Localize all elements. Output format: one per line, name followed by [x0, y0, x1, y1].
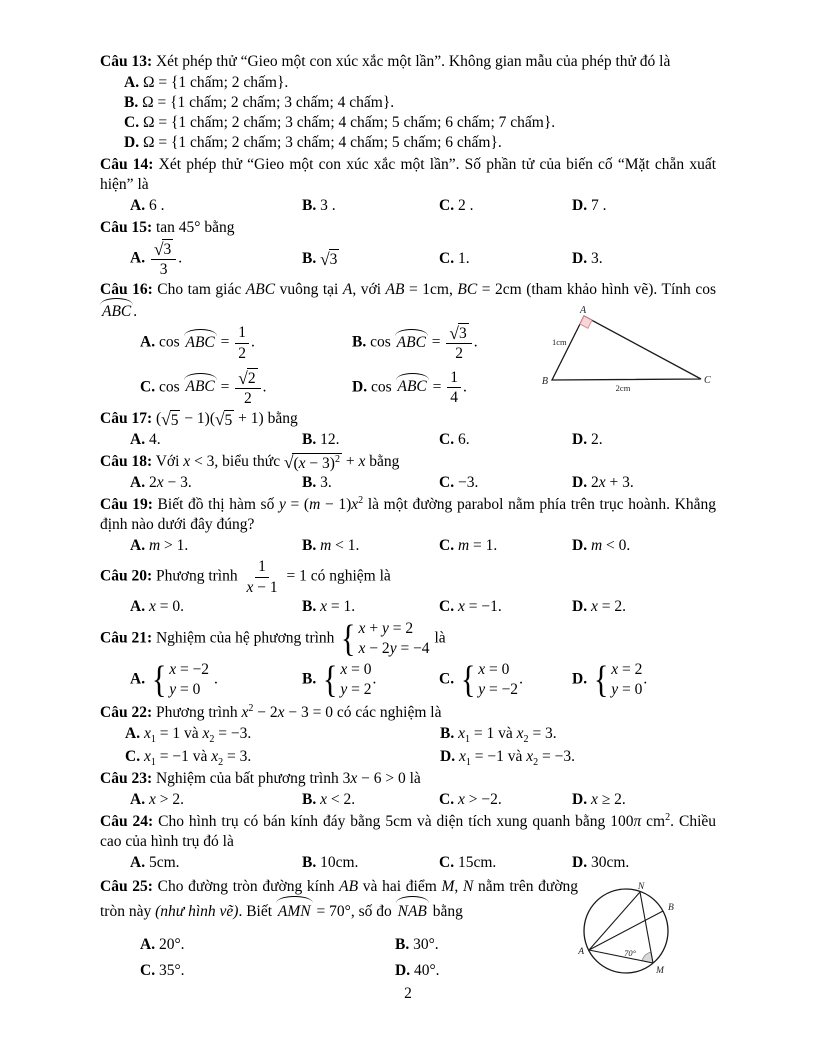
- math-var: x: [457, 790, 465, 808]
- option-B: B. $x_1 = 1$ và $x_2 = 3$.: [440, 724, 557, 745]
- option-label: C.: [439, 249, 455, 267]
- math-var: AB: [339, 877, 359, 895]
- question-number: Câu 25:: [100, 877, 153, 895]
- math-sqrt: √ 5: [215, 410, 233, 430]
- option-D: D. x ≥ 2.: [572, 790, 626, 808]
- math-var: x: [340, 661, 348, 679]
- math-arc-overline: [395, 331, 428, 353]
- option-label: B.: [302, 431, 317, 449]
- question-16: [100, 280, 716, 407]
- options: [100, 430, 716, 450]
- option-label: D.: [572, 537, 588, 555]
- math-sub: 1: [150, 756, 156, 768]
- option-label: D.: [572, 853, 588, 871]
- math-fraction: $\frac{1}{4}$: [447, 369, 461, 407]
- math-sub: 1: [150, 733, 156, 745]
- option-C: C. −3.: [439, 474, 479, 492]
- question-number: Câu 16:: [100, 281, 153, 299]
- math-equation-system: { x + y = 2 x − 2y = −4: [341, 617, 430, 660]
- question-text: Câu 13: Xét phép thử “Gieo một con xúc xắc một lần”. Không gian mẫu của phép thử đó là: [100, 53, 671, 70]
- math-sub: 1: [464, 733, 471, 745]
- option-D: D. 3.: [572, 249, 603, 267]
- question-text: Câu 22: Phương trình $x^2 - 2x - 3 = 0$ có các nghiệm là: [100, 702, 442, 721]
- option-label: B.: [302, 597, 317, 615]
- question-number: Câu 18:: [100, 453, 153, 471]
- math-fraction: $\frac{1}{x - 1}$: [246, 558, 278, 596]
- math-var: AMN: [277, 902, 311, 920]
- option-label: D.: [572, 197, 588, 214]
- question-24: [100, 812, 716, 873]
- option-label: B.: [302, 670, 317, 688]
- option-label: A.: [124, 74, 140, 91]
- option-label: C.: [439, 790, 455, 808]
- option-B: B. 30°.: [395, 935, 439, 953]
- side-label-bc: 2cm: [615, 383, 631, 394]
- option-A: A. { x = −2 y = 0 .: [130, 659, 218, 702]
- math-var: x: [298, 454, 306, 472]
- option-D: D. { x = 2 y = 0 .: [572, 659, 648, 702]
- math-var: y: [381, 619, 389, 637]
- option-D: D. x = 2.: [572, 597, 626, 615]
- option-label: C.: [439, 853, 455, 871]
- option-label: A.: [130, 474, 146, 492]
- math-sqrt: √ 3: [449, 324, 467, 344]
- option-B: B. { x = 0 y = 2 .: [302, 659, 377, 702]
- option-A: A. m > 1.: [130, 537, 189, 555]
- question-list: [100, 52, 716, 981]
- option-A: A. 5cm.: [130, 853, 180, 871]
- math-sqrt: √ 3: [320, 249, 338, 269]
- option-label: C.: [439, 431, 455, 449]
- math-sub: 1: [465, 756, 471, 768]
- math-var: x: [277, 703, 285, 721]
- math-var: m: [320, 537, 332, 555]
- option-label: D.: [572, 249, 588, 267]
- option-C: C. m = 1.: [439, 537, 498, 555]
- triangle-svg: [539, 304, 714, 396]
- math-var: x: [590, 790, 598, 808]
- option-label: B.: [352, 333, 367, 351]
- option-D: D. 2.: [572, 431, 603, 449]
- option-label: A.: [130, 597, 146, 615]
- option-label: D.: [440, 747, 456, 765]
- options: [100, 724, 716, 767]
- question-21: [100, 619, 716, 701]
- option-label: B.: [395, 935, 410, 953]
- question-23: [100, 769, 716, 810]
- option-B: B. 12.: [302, 431, 340, 449]
- option-label: C.: [124, 114, 140, 131]
- option-D: D. 40°.: [395, 961, 440, 979]
- question-number: Câu 22:: [100, 703, 153, 721]
- option-label: C.: [140, 378, 156, 396]
- chord-ab: [589, 911, 663, 950]
- option-A: A. 20°.: [140, 935, 185, 953]
- point-label-n: N: [637, 881, 645, 892]
- option-label: D.: [572, 431, 588, 449]
- option-label: D.: [572, 670, 588, 688]
- math-var: x: [143, 747, 151, 765]
- question-25: [100, 875, 716, 981]
- option-A: A. cos ABC = $\frac{1}{2}$ .: [140, 324, 255, 362]
- option-A: A. 2x − 3.: [130, 474, 192, 492]
- question-text: Câu 21: Nghiệm của hệ phương trình { x + y = 2 x − 2y = −4 là: [100, 617, 446, 660]
- option-label: C.: [439, 197, 455, 214]
- option-label: B.: [124, 94, 139, 111]
- options: [100, 790, 716, 810]
- math-var: m: [457, 537, 470, 555]
- option-label: A.: [130, 249, 146, 267]
- math-var: M: [441, 877, 455, 895]
- math-sqrt: √ 3: [153, 239, 172, 259]
- math-var: ABC: [245, 281, 276, 299]
- option-A: A. $x_1 = 1$ và $x_2 = -3$.: [125, 724, 252, 745]
- math-var: NAB: [397, 902, 427, 920]
- math-var: y: [340, 681, 348, 699]
- math-var: x: [246, 578, 254, 596]
- math-sup: 2: [248, 702, 254, 714]
- math-equation-system: { x = 0 y = −2: [460, 659, 519, 702]
- option-label: D.: [572, 597, 588, 615]
- options: [100, 853, 716, 873]
- option-label: B.: [302, 853, 317, 871]
- math-var: y: [169, 681, 177, 699]
- math-var: x: [320, 790, 327, 808]
- option-label: A.: [140, 935, 156, 953]
- option-C: C. 6.: [439, 431, 470, 449]
- math-var: x: [590, 597, 598, 615]
- option-C: C. x = −1.: [439, 597, 502, 615]
- question-number: Câu 17:: [100, 410, 153, 428]
- math-sup: 2: [334, 453, 340, 465]
- options: [100, 239, 716, 278]
- math-var: x: [351, 496, 359, 514]
- math-var: x: [457, 597, 465, 615]
- math-sup: 2: [665, 811, 671, 823]
- point-label-m: M: [656, 965, 664, 976]
- math-sqrt: √ 2: [238, 368, 256, 388]
- option-label: A.: [130, 790, 146, 808]
- option-label: B.: [302, 249, 317, 267]
- math-var: (như hình vẽ): [155, 902, 239, 920]
- math-var: x: [478, 661, 486, 679]
- option-label: C.: [439, 670, 455, 688]
- option-B: B. 10cm.: [302, 853, 359, 871]
- math-equation-system: { x = 2 y = 0: [593, 659, 643, 702]
- option-C: C. 2 .: [439, 197, 474, 214]
- math-var: y: [278, 496, 286, 514]
- math-var: x: [611, 661, 619, 679]
- option-A: A. Ω = {1 chấm; 2 chấm}.: [124, 74, 289, 91]
- math-var: y: [611, 681, 619, 699]
- question-text: Câu 25: Cho đường tròn đường kính AB và hai điểm M, N nằm trên đường tròn này (như hình vẽ). Biết AMN = 70°, số đo NAB bằng: [100, 875, 578, 923]
- math-var: x: [458, 747, 466, 765]
- option-label: A.: [130, 670, 146, 688]
- math-var: x: [350, 769, 358, 787]
- options: [100, 660, 716, 700]
- math-var: ABC: [397, 378, 427, 396]
- option-C: C. { x = 0 y = −2 .: [439, 659, 523, 702]
- options: [100, 597, 716, 617]
- chord-nm: [640, 892, 653, 963]
- math-arc-overline: [184, 375, 217, 397]
- option-B: B. 3.: [302, 474, 332, 492]
- math-var: x: [156, 474, 164, 492]
- question-text: Câu 14: Xét phép thử “Gieo một con xúc xắc một lần”. Số phần tử của biến cố “Mặt chẵn xuất hiện” là: [100, 156, 716, 193]
- question-22: [100, 703, 716, 767]
- option-label: C.: [125, 747, 141, 765]
- option-label: B.: [302, 790, 317, 808]
- option-C: C. 1.: [439, 249, 470, 267]
- question-text: Câu 20: Phương trình $\frac{1}{x - 1}$ = 1 có nghiệm là: [100, 558, 391, 596]
- math-fraction: √ 3 2: [446, 323, 471, 362]
- option-label: A.: [130, 197, 146, 214]
- math-equation-system: { x = −2 y = 0: [151, 659, 210, 702]
- math-arc-overline: [100, 300, 133, 322]
- option-D: D. 30cm.: [572, 853, 630, 871]
- options: [100, 536, 716, 556]
- math-sub: 2: [523, 733, 529, 745]
- option-label: B.: [302, 474, 317, 492]
- math-sup: 2: [358, 495, 364, 507]
- math-sub: 2: [218, 756, 224, 768]
- question-text: Câu 18: Với x < 3, biểu thức √ $(x - 3)^2$ + x bằng: [100, 453, 400, 473]
- math-var: x: [148, 790, 156, 808]
- option-label: C.: [439, 537, 455, 555]
- option-label: D.: [352, 378, 368, 396]
- math-sub: 2: [209, 733, 215, 745]
- math-fraction: √ 2 2: [235, 368, 260, 407]
- question-18: [100, 452, 716, 493]
- math-var: x: [358, 619, 366, 637]
- math-var: x: [169, 661, 177, 679]
- question-text: Câu 23: Nghiệm của bất phương trình 3x − 6 > 0 là: [100, 769, 421, 787]
- option-label: C.: [140, 961, 156, 979]
- point-label-a: A: [578, 946, 584, 957]
- option-A: A. 4.: [130, 431, 161, 449]
- question-number: Câu 19:: [100, 496, 153, 514]
- option-label: A.: [140, 333, 156, 351]
- math-var: x: [458, 724, 465, 742]
- option-label: B.: [302, 537, 317, 555]
- math-var: A: [342, 281, 353, 299]
- math-var: ABC: [102, 303, 132, 321]
- chord-am: [589, 947, 653, 963]
- math-arc-overline: [396, 898, 429, 923]
- option-label: A.: [130, 853, 146, 871]
- option-D: D. m < 0.: [572, 537, 631, 555]
- option-C: C. x > −2.: [439, 790, 502, 808]
- option-label: D.: [572, 790, 588, 808]
- triangle-outline: [552, 316, 701, 380]
- math-var: m: [148, 537, 161, 555]
- option-C: C. Ω = {1 chấm; 2 chấm; 3 chấm; 4 chấm; 5 chấm; 6 chấm; 7 chấm}.: [124, 114, 556, 131]
- math-sub: 2: [533, 756, 539, 768]
- option-A: A. 6 .: [130, 197, 165, 214]
- math-var: m: [590, 537, 603, 555]
- triangle-figure: [539, 304, 714, 402]
- question-number: Câu 21:: [100, 629, 153, 647]
- option-label: B.: [302, 197, 317, 214]
- math-var: π: [633, 812, 642, 830]
- math-var: x: [211, 747, 219, 765]
- angle-value-label: 70°: [624, 947, 636, 958]
- math-var: y: [389, 640, 397, 658]
- option-D: D. 7 .: [572, 197, 607, 214]
- question-number: Câu 23:: [100, 769, 153, 787]
- option-B: B. Ω = {1 chấm; 2 chấm; 3 chấm; 4 chấm}.: [124, 94, 395, 111]
- option-label: C.: [439, 597, 455, 615]
- math-var: x: [516, 724, 524, 742]
- option-label: D.: [395, 961, 411, 979]
- question-text: Câu 19: Biết đồ thị hàm số $y = (m - 1)x^2$ là một đường parabol nằm phía trên trục hoành. Khẳng định nào dưới đây đúng?: [100, 495, 716, 534]
- math-var: N: [462, 877, 474, 895]
- option-D: D. $x_1 = -1$ và $x_2 = -3$.: [440, 747, 576, 768]
- question-19: [100, 495, 716, 556]
- point-label-b: B: [668, 902, 674, 913]
- option-B: B. m < 1.: [302, 537, 360, 555]
- question-number: Câu 14:: [100, 156, 154, 173]
- math-var: ABC: [185, 378, 215, 396]
- math-var: x: [598, 474, 606, 492]
- math-var: x: [241, 703, 249, 721]
- vertex-label-b: B: [541, 376, 548, 388]
- question-number: Câu 13:: [100, 53, 153, 70]
- question-text: Câu 15: tan 45° bằng: [100, 219, 235, 236]
- option-C: C. 15cm.: [439, 853, 497, 871]
- options: [100, 473, 716, 493]
- question-number: Câu 24:: [100, 812, 154, 830]
- math-var: x: [148, 597, 156, 615]
- options: [100, 935, 610, 981]
- option-B: [302, 249, 439, 269]
- math-sqrt: √ 5: [161, 410, 179, 430]
- math-var: m: [309, 496, 321, 514]
- option-A: A. √ 3 3 .: [130, 239, 183, 279]
- question-13: [100, 52, 716, 153]
- question-text: Câu 16: Cho tam giác ABC vuông tại A, với AB = 1cm, BC = 2cm (tham khảo hình vẽ). Tính cos ABC .: [100, 281, 716, 321]
- math-sqrt: √ $(x - 3)^2$: [283, 453, 340, 473]
- question-14: [100, 155, 716, 216]
- math-var: y: [478, 681, 486, 699]
- math-arc-overline: [184, 331, 217, 353]
- option-D: D. cos ABC = $\frac{1}{4}$ .: [352, 368, 467, 407]
- side-label-ab: 1cm: [552, 337, 567, 348]
- question-15: [100, 218, 716, 278]
- page-number: 2: [404, 985, 412, 1002]
- option-label: A.: [130, 431, 146, 449]
- option-label: D.: [124, 134, 140, 151]
- math-var: x: [183, 453, 191, 471]
- option-label: D.: [572, 474, 588, 492]
- vertex-label-a: A: [579, 305, 587, 317]
- option-B: B. cos ABC = √ 3 2 .: [352, 324, 478, 363]
- option-D: D. Ω = {1 chấm; 2 chấm; 3 chấm; 4 chấm; 5 chấm; 6 chấm}.: [124, 134, 502, 151]
- question-17: [100, 409, 716, 450]
- math-var: BC: [457, 281, 478, 299]
- math-var: x: [143, 724, 151, 742]
- option-D: D. 2x + 3.: [572, 474, 634, 492]
- question-text: Câu 24: Cho hình trụ có bán kính đáy bằng 5cm và diện tích xung quanh bằng 100π $cm^2$. Chiều cao của hình trụ đó là: [100, 811, 716, 850]
- question-20: [100, 558, 716, 617]
- option-C: C. 35°.: [140, 961, 185, 979]
- question-number: Câu 15:: [100, 219, 153, 236]
- right-angle-marker: [580, 316, 592, 328]
- math-var: x: [358, 453, 366, 471]
- option-label: A.: [130, 537, 146, 555]
- math-var: ABC: [185, 333, 215, 351]
- option-B: B. x < 2.: [302, 790, 356, 808]
- math-var: ABC: [396, 333, 426, 351]
- option-B: B. x = 1.: [302, 597, 356, 615]
- math-fraction: √ 3 3: [151, 239, 176, 278]
- option-label: B.: [440, 724, 455, 742]
- math-arc-overline: [276, 898, 313, 923]
- math-var: x: [320, 597, 327, 615]
- circle-svg: [568, 879, 718, 1001]
- option-label: A.: [125, 724, 141, 742]
- math-fraction: $\frac{1}{2}$: [235, 324, 249, 362]
- option-A: A. x > 2.: [130, 790, 184, 808]
- question-text: Câu 17: ( √ 5 − 1)( √ 5 + 1) bằng: [100, 410, 298, 430]
- math-var: AB: [385, 281, 405, 299]
- option-C: C. $x_1 = -1$ và $x_2 = 3$.: [125, 747, 252, 768]
- options: [100, 196, 716, 216]
- vertex-label-c: C: [704, 375, 711, 387]
- options: [100, 323, 592, 407]
- option-B: B. 3 .: [302, 197, 336, 214]
- math-arc-overline: [396, 375, 429, 397]
- math-var: x: [202, 724, 210, 742]
- math-var: x: [526, 747, 534, 765]
- option-C: C. cos ABC = √ 2 2 .: [140, 368, 267, 407]
- option-label: C.: [439, 474, 455, 492]
- math-equation-system: { x = 0 y = 2: [322, 659, 372, 702]
- math-var: x: [358, 640, 366, 658]
- question-number: Câu 20:: [100, 567, 153, 585]
- options: [100, 73, 716, 153]
- option-A: A. x = 0.: [130, 597, 184, 615]
